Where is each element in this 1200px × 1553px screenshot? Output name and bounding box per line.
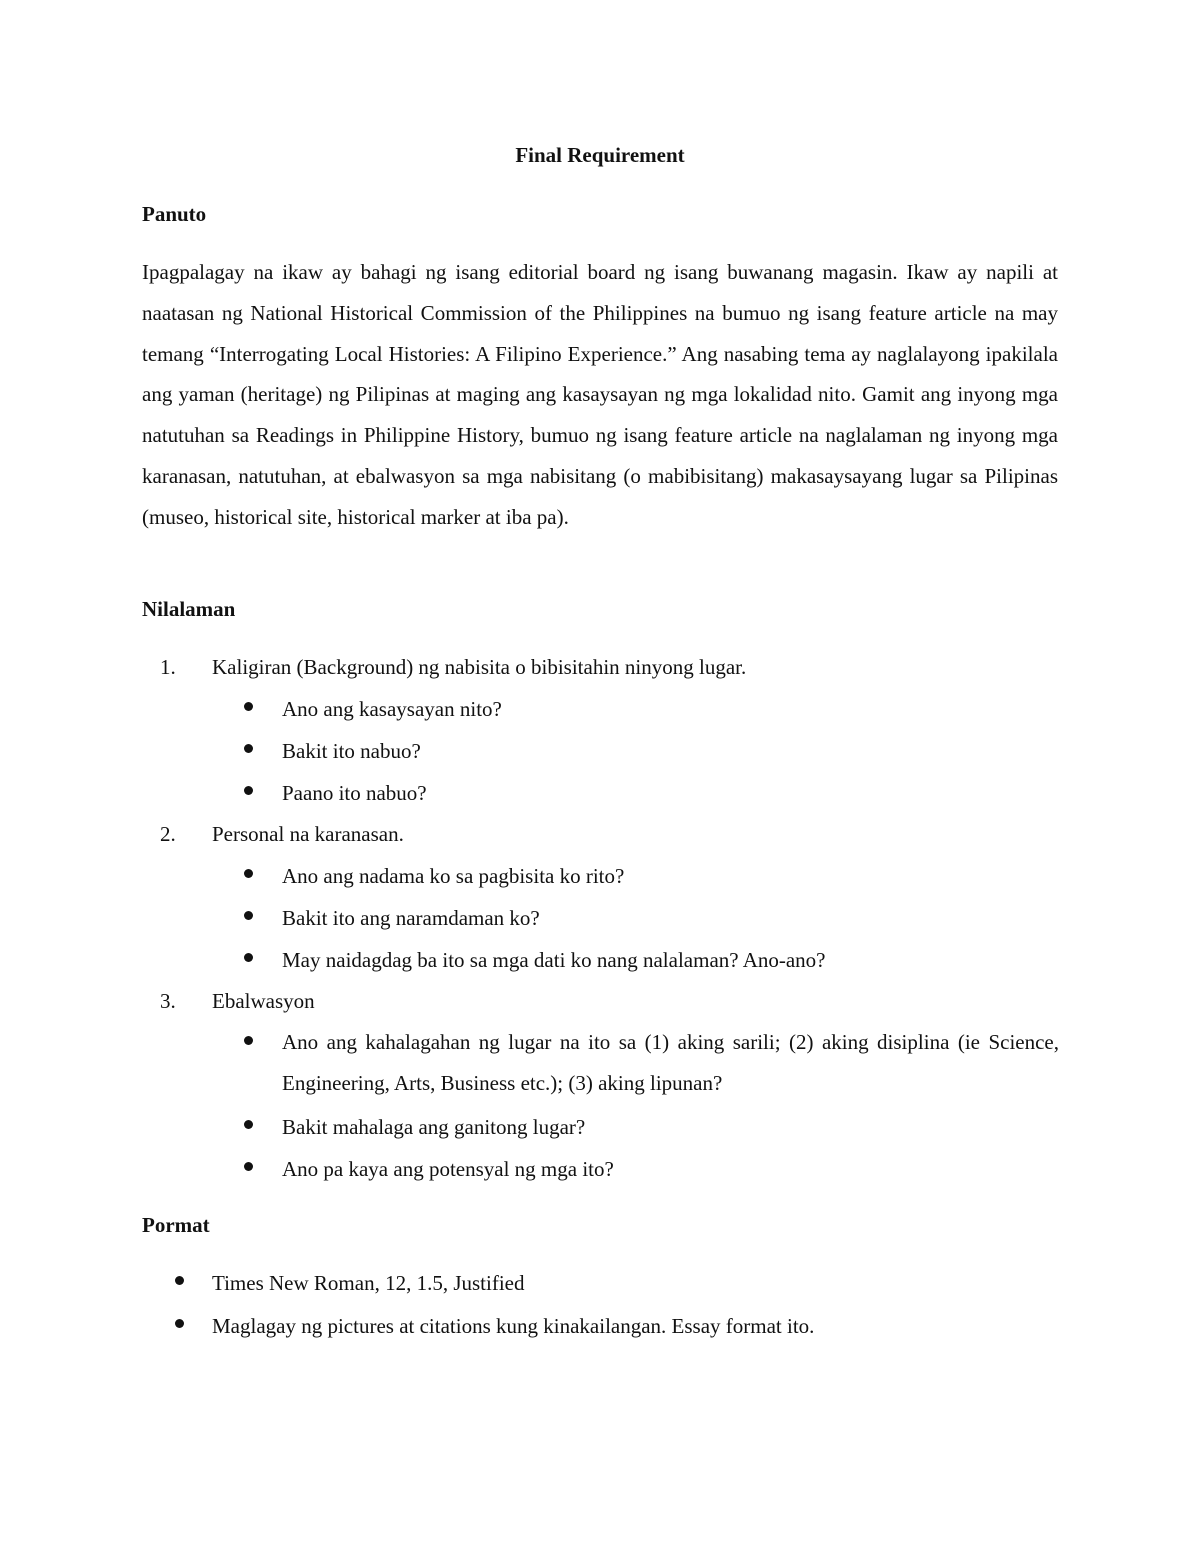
bullet-icon <box>244 1162 253 1171</box>
list-bullet-text: Bakit mahalaga ang ganitong lugar? <box>282 1115 586 1139</box>
bullet-icon <box>244 869 253 878</box>
list-bullet-text: Bakit ito nabuo? <box>282 739 421 763</box>
document-title: Final Requirement <box>515 143 685 167</box>
pormat-bullet-text: Maglagay ng pictures at citations kung kinakailangan. Essay format ito. <box>212 1314 815 1338</box>
list-bullet-text: Bakit ito ang naramdaman ko? <box>282 906 540 930</box>
bullet-icon <box>244 1036 253 1045</box>
list-number: 2. <box>160 822 176 846</box>
list-bullet-text: Ano pa kaya ang potensyal ng mga ito? <box>282 1157 614 1181</box>
list-item-text: Personal na karanasan. <box>212 822 404 846</box>
panuto-paragraph: Ipagpalagay na ikaw ay bahagi ng isang editorial board ng isang buwanang magasin. Ikaw ay napili at naatasan ng National Historical Commission of the Philippines na bumuo ng isang feature article na may temang “Interrogating Local Histories: A Filipino Experience.” Ang nasabing tema ay naglalayong ipakilala ang yaman (heritage) ng Pilipinas at maging ang kasaysayan ng mga lokalidad nito. Gamit ang inyong mga natutuhan sa Readings in Philippine History, bumuo ng isang feature article na naglalaman ng inyong mga karanasan, natutuhan, at ebalwasyon sa mga nabisitang (o mabibisitang) makasaysayang lugar sa Pilipinas (museo, historical site, historical marker at iba pa). <box>142 260 1058 529</box>
bullet-icon <box>244 1120 253 1129</box>
bullet-icon <box>244 702 253 711</box>
panuto-heading: Panuto <box>142 202 207 226</box>
list-item-text: Ebalwasyon <box>212 989 315 1013</box>
bullet-icon <box>244 911 253 920</box>
bullet-icon <box>244 953 253 962</box>
bullet-icon <box>175 1319 184 1328</box>
list-number: 3. <box>160 989 176 1013</box>
list-number: 1. <box>160 655 176 679</box>
bullet-icon <box>244 744 253 753</box>
pormat-bullet-text: Times New Roman, 12, 1.5, Justified <box>212 1271 525 1295</box>
list-bullet-text: Ano ang nadama ko sa pagbisita ko rito? <box>282 864 625 888</box>
nilalaman-heading: Nilalaman <box>142 597 236 621</box>
list-bullet-text: Ano ang kasaysayan nito? <box>282 697 502 721</box>
list-item-text: Kaligiran (Background) ng nabisita o bibisitahin ninyong lugar. <box>212 655 747 679</box>
list-bullet-text: Ano ang kahalagahan ng lugar na ito sa (1) aking sarili; (2) aking disiplina (ie Science, Engineering, Arts, Business etc.); (3) aking lipunan? <box>282 1030 1059 1095</box>
list-bullet-text: May naidagdag ba ito sa mga dati ko nang nalalaman? Ano-ano? <box>282 948 826 972</box>
list-bullet-text: Paano ito nabuo? <box>282 781 427 805</box>
bullet-icon <box>244 786 253 795</box>
bullet-icon <box>175 1276 184 1285</box>
pormat-heading: Pormat <box>142 1213 210 1237</box>
